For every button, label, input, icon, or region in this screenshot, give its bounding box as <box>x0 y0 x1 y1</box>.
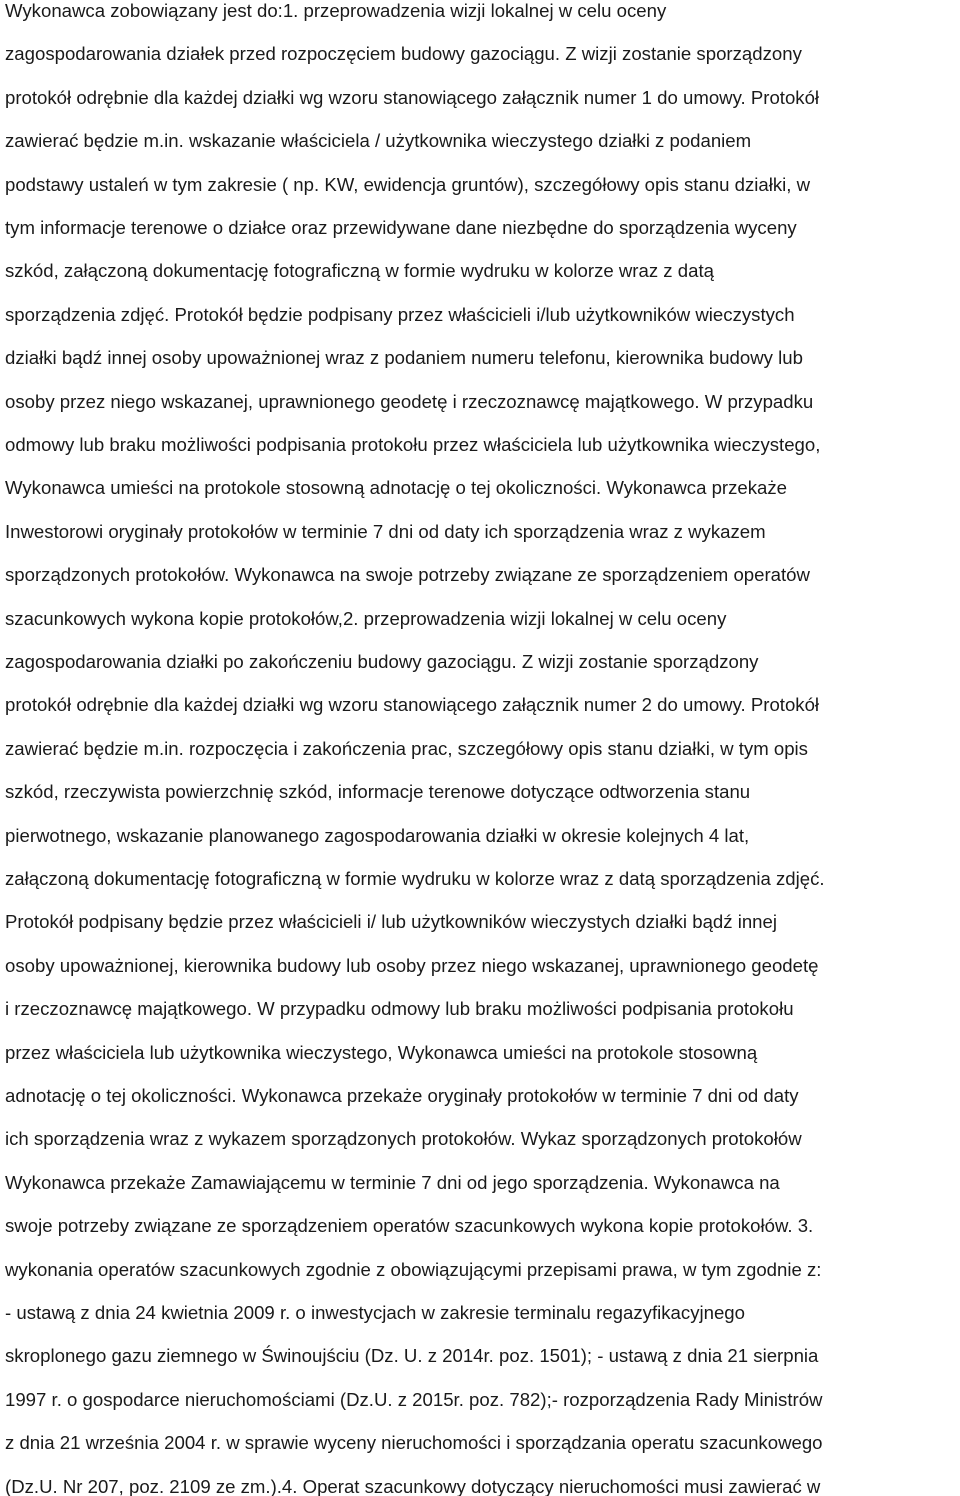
text-line: i rzeczoznawcę majątkowego. W przypadku odmowy lub braku możliwości podpisania protokołu <box>5 998 794 1020</box>
text-line: protokół odrębnie dla każdej działki wg wzoru stanowiącego załącznik numer 2 do umowy. Protokół <box>5 694 820 716</box>
text-line: ich sporządzenia wraz z wykazem sporządzonych protokołów. Wykaz sporządzonych protokołów <box>5 1128 802 1150</box>
text-line: szacunkowych wykona kopie protokołów,2. przeprowadzenia wizji lokalnej w celu oceny <box>5 607 727 629</box>
text-line: swoje potrzeby związane ze sporządzeniem operatów szacunkowych wykona kopie protokołów. 3. <box>5 1215 814 1237</box>
text-line: załączoną dokumentację fotograficzną w formie wydruku w kolorze wraz z datą sporządzenia zdjęć. <box>5 868 825 889</box>
text-line: zawierać będzie m.in. wskazanie właściciela / użytkownika wieczystego działki z podaniem <box>5 130 752 152</box>
text-line: sporządzenia zdjęć. Protokół będzie podpisany przez właścicieli i/lub użytkowników wieczystych <box>5 303 795 325</box>
text-line: działki bądź innej osoby upoważnionej wraz z podaniem numeru telefonu, kierownika budowy lub <box>5 347 803 369</box>
text-line: odmowy lub braku możliwości podpisania protokołu przez właściciela lub użytkownika wieczystego, <box>5 434 821 455</box>
text-line: sporządzonych protokołów. Wykonawca na swoje potrzeby związane ze sporządzeniem operatów <box>5 564 810 586</box>
text-line: Inwestorowi oryginały protokołów w terminie 7 dni od daty ich sporządzenia wraz z wykazem <box>5 520 766 542</box>
text-line: zawierać będzie m.in. rozpoczęcia i zakończenia prac, szczegółowy opis stanu działki, w tym opis <box>5 737 808 759</box>
text-line: (Dz.U. Nr 207, poz. 2109 ze zm.).4. Operat szacunkowy dotyczący nieruchomości musi zawierać w <box>5 1475 821 1496</box>
text-line: - ustawą z dnia 24 kwietnia 2009 r. o inwestycjach w zakresie terminalu regazyfikacyjnego <box>5 1302 745 1323</box>
text-line: skroplonego gazu ziemnego w Świnoujściu (Dz. U. z 2014r. poz. 1501); - ustawą z dnia 21 sierpnia <box>5 1345 819 1367</box>
text-line: szkód, załączoną dokumentację fotograficzną w formie wydruku w kolorze wraz z datą <box>5 260 714 282</box>
text-line: pierwotnego, wskazanie planowanego zagospodarowania działki w okresie kolejnych 4 lat, <box>5 824 750 846</box>
text-line: osoby upoważnionej, kierownika budowy lub osoby przez niego wskazanej, uprawnionego geodetę <box>5 954 819 976</box>
text-line: podstawy ustaleń w tym zakresie ( np. KW, ewidencja gruntów), szczegółowy opis stanu działki, w <box>5 173 811 195</box>
text-line: z dnia 21 września 2004 r. w sprawie wyceny nieruchomości i sporządzania operatu szacunkowego <box>5 1432 823 1454</box>
text-line: szkód, rzeczywista powierzchnię szkód, informacje terenowe dotyczące odtworzenia stanu <box>5 781 751 803</box>
text-line: Wykonawca przekaże Zamawiającemu w terminie 7 dni od jego sporządzenia. Wykonawca na <box>5 1171 780 1193</box>
text-line: zagospodarowania działki po zakończeniu budowy gazociągu. Z wizji zostanie sporządzony <box>5 651 759 672</box>
text-line: osoby przez niego wskazanej, uprawnionego geodetę i rzeczoznawcę majątkowego. W przypadku <box>5 390 814 412</box>
text-line: przez właściciela lub użytkownika wieczystego, Wykonawca umieści na protokole stosowną <box>5 1041 758 1063</box>
text-line: adnotację o tej okoliczności. Wykonawca przekaże oryginały protokołów w terminie 7 dni od daty <box>5 1085 799 1106</box>
text-line: Wykonawca zobowiązany jest do:1. przeprowadzenia wizji lokalnej w celu oceny <box>5 0 667 21</box>
text-line: tym informacje terenowe o działce oraz przewidywane dane niezbędne do sporządzenia wyceny <box>5 217 797 238</box>
text-line: wykonania operatów szacunkowych zgodnie z obowiązującymi przepisami prawa, w tym zgodnie z: <box>5 1258 822 1280</box>
text-line: zagospodarowania działek przed rozpoczęciem budowy gazociągu. Z wizji zostanie sporządzony <box>5 43 802 65</box>
text-line: Wykonawca umieści na protokole stosowną adnotację o tej okoliczności. Wykonawca przekaże <box>5 477 788 499</box>
text-line: Protokół podpisany będzie przez właścicieli i/ lub użytkowników wieczystych działki bądź innej <box>5 911 777 933</box>
text-line: 1997 r. o gospodarce nieruchomościami (Dz.U. z 2015r. poz. 782);- rozporządzenia Rady Ministrów <box>5 1388 823 1410</box>
text-line: protokół odrębnie dla każdej działki wg wzoru stanowiącego załącznik numer 1 do umowy. Protokół <box>5 86 820 108</box>
